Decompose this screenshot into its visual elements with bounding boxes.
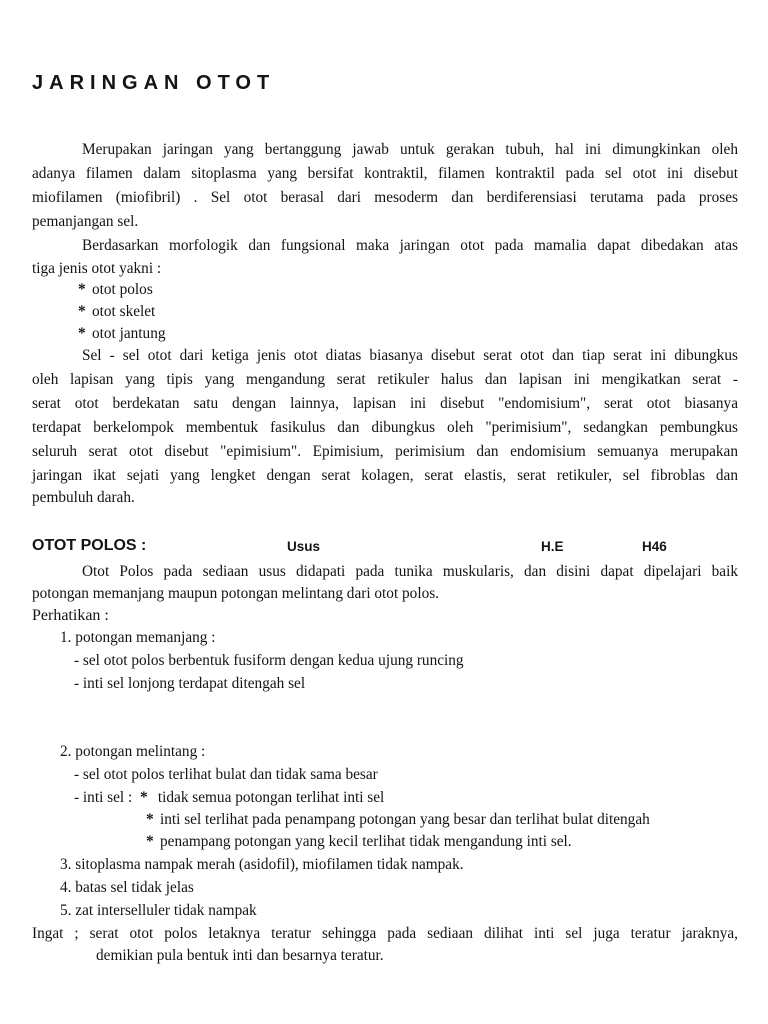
section-p1-line-1: Otot Polos pada sediaan usus didapati pada tunika muskularis, dan disini dapat dipelajari baik bbox=[82, 563, 738, 580]
type-list-item bbox=[78, 302, 155, 322]
intro-p3-line-5: seluruh serat otot disebut "epimisium". Epimisium, perimisium dan endomisium semuanya merupakan bbox=[32, 443, 738, 460]
intro-p1-line-2: adanya filamen dalam sitoplasma yang bersifat kontraktil, filamen kontraktil pada sel otot ini disebut bbox=[32, 165, 738, 182]
intro-p1-line-3: miofilamen (miofibril) . Sel otot berasal dari mesoderm dan berdiferensiasi terutama pada proses bbox=[32, 189, 738, 206]
ingat-line-1: Ingat ; serat otot polos letaknya teratur sehingga pada sediaan dilihat inti sel juga teratur jaraknya, bbox=[32, 925, 738, 942]
bullet-star-icon: * bbox=[78, 303, 86, 320]
list-item-2-detail-a: - sel otot polos terlihat bulat dan tidak sama besar bbox=[74, 766, 378, 783]
intro-p3-line-3: serat otot berdekatan satu dengan lainnya, lapisan ini disebut "endomisium", serat otot biasanya bbox=[32, 395, 738, 412]
inti-sel-point bbox=[146, 810, 650, 830]
intro-p3-line-6: jaringan ikat sejati yang lengket dengan serat kolagen, serat elastis, serat retikuler, sel fibroblas dan bbox=[32, 467, 738, 484]
inti-sel-point-2: inti sel terlihat pada penampang potongan yang besar dan terlihat bulat ditengah bbox=[160, 811, 650, 828]
bullet-star-icon: * bbox=[140, 789, 148, 806]
section-organ: Usus bbox=[287, 539, 321, 554]
section-stain: H.E bbox=[541, 539, 564, 554]
inti-sel-point bbox=[146, 832, 572, 852]
inti-sel-point-1: tidak semua potongan terlihat inti sel bbox=[157, 789, 385, 806]
list-item-2: 2. potongan melintang : bbox=[60, 743, 206, 760]
intro-p1-line-4: pemanjangan sel. bbox=[32, 213, 139, 230]
ingat-line-2: demikian pula bentuk inti dan besarnya teratur. bbox=[96, 947, 384, 964]
bullet-star-icon: * bbox=[78, 325, 86, 342]
list-item-5: 5. zat interselluler tidak nampak bbox=[60, 902, 257, 919]
intro-p1-line-1: Merupakan jaringan yang bertanggung jawab untuk gerakan tubuh, hal ini dimungkinkan oleh bbox=[82, 141, 738, 158]
intro-p3-line-4: terdapat berkelompok membentuk fasikulus dan dibungkus oleh "perimisium", sedangkan pembungkus bbox=[32, 419, 738, 436]
section-p1-line-2: potongan memanjang maupun potongan melintang dari otot polos. bbox=[32, 585, 439, 602]
list-item-2-detail-b bbox=[74, 788, 384, 808]
intro-p3-line-1: Sel - sel otot dari ketiga jenis otot diatas biasanya disebut serat otot dan tiap serat ini dibungkus bbox=[82, 347, 738, 364]
type-label: otot polos bbox=[92, 281, 153, 298]
perhatikan-label: Perhatikan : bbox=[32, 607, 109, 624]
type-label: otot skelet bbox=[92, 303, 156, 320]
list-item-4: 4. batas sel tidak jelas bbox=[60, 879, 194, 896]
type-list-item bbox=[78, 324, 166, 344]
list-item-1-detail-a: - sel otot polos berbentuk fusiform dengan kedua ujung runcing bbox=[74, 652, 464, 669]
intro-p3-line-2: oleh lapisan yang tipis yang mengandung serat retikuler halus dan lapisan ini mengikatkan serat - bbox=[32, 371, 738, 388]
list-item-3: 3. sitoplasma nampak merah (asidofil), miofilamen tidak nampak. bbox=[60, 856, 464, 873]
intro-p2-line-2: tiga jenis otot yakni : bbox=[32, 260, 162, 277]
bullet-star-icon: * bbox=[78, 281, 86, 298]
list-item-1: 1. potongan memanjang : bbox=[60, 629, 216, 646]
intro-p3-line-7: pembuluh darah. bbox=[32, 489, 135, 506]
type-list-item bbox=[78, 280, 153, 300]
inti-sel-label: - inti sel : bbox=[74, 789, 133, 806]
intro-p2-line-1: Berdasarkan morfologik dan fungsional maka jaringan otot pada mamalia dapat dibedakan atas bbox=[82, 237, 738, 254]
section-code: H46 bbox=[642, 539, 667, 554]
type-label: otot jantung bbox=[92, 325, 166, 342]
section-heading: OTOT POLOS : bbox=[32, 537, 147, 554]
list-item-1-detail-b: - inti sel lonjong terdapat ditengah sel bbox=[74, 675, 306, 692]
bullet-star-icon: * bbox=[146, 811, 154, 828]
inti-sel-point-3: penampang potongan yang kecil terlihat tidak mengandung inti sel. bbox=[160, 833, 572, 850]
page-title: JARINGAN OTOT bbox=[32, 72, 276, 94]
bullet-star-icon: * bbox=[146, 833, 154, 850]
